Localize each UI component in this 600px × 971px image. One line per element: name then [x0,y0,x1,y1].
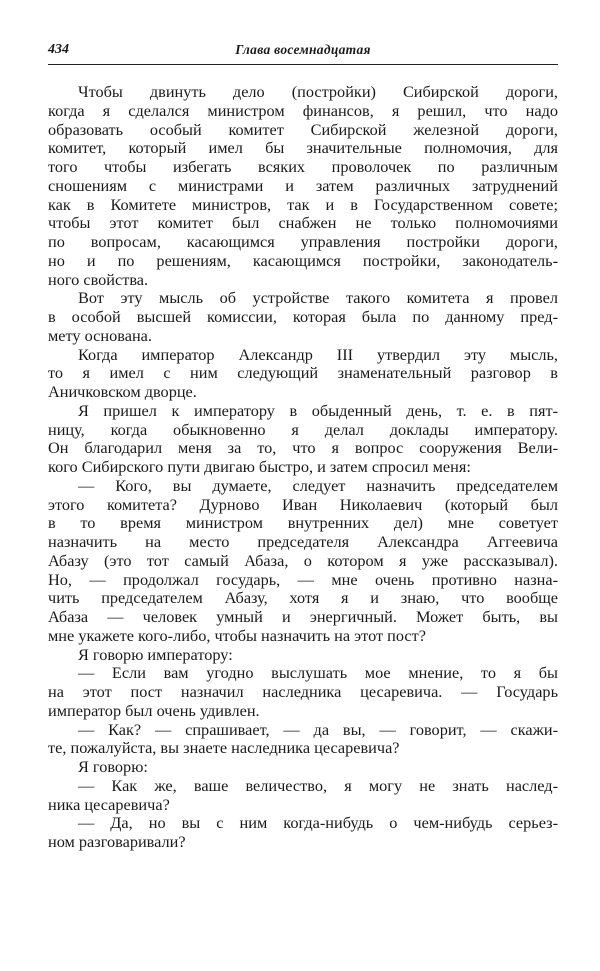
text-line: ника цесаревича? [48,794,170,814]
text-line: Я говорю: [78,757,148,776]
text-line: — Как? — спрашивает, — да вы, — говорит, — скажи- [78,719,558,739]
text-line: ном разговаривали? [48,832,186,851]
text-line: то я имел с ним следующий знаменательный разговор в [48,363,558,383]
text-line: — Как же, ваше величество, я могу не знать наслед- [78,775,558,795]
text-line: Я пришел к императору в обыденный день, т. е. в пят- [78,400,558,420]
page-number: 434 [48,42,69,57]
text-line: на этот пост назначил наследника цесаревича. — Государь [48,682,558,701]
text-line: Он благодарил меня за то, что я вопрос сооружения Вели- [48,438,558,458]
text-line: — Кого, вы думаете, следует назначить председателем [78,475,558,495]
text-line: этого комитета? Дурново Иван Николаевич (который был [48,494,558,514]
paragraph [48,346,558,402]
text-line: чтобы этот комитет был снабжен не только полномочиями [48,213,558,233]
text-line: ного свойства. [48,269,149,289]
text-line: Абазу (это тот самый Абаза, о котором я уже рассказывал). [48,550,558,570]
paragraph [48,758,558,777]
paragraph [48,646,558,665]
paragraph [48,289,558,345]
text-line: Аничковском дворце. [48,382,197,401]
text-line: сношениям с министрами и затем различных затруднений [48,175,558,195]
running-title: Глава восемнадцатая [235,42,371,57]
running-header [48,42,558,65]
text-line: когда я сделался министром финансов, я решил, что надо [48,100,558,120]
paragraph [48,402,558,477]
text-line: Чтобы двинуть дело (постройки) Сибирской дороги, [78,82,558,101]
text-line: но и по решениям, касающимся постройки, законодатель- [48,250,558,270]
text-line: император был очень удивлен. [48,700,260,720]
text-line: того чтобы избегать всяких проволочек по различным [48,157,558,176]
text-line: — Если вам угодно выслушать мое мнение, то я бы [78,663,558,683]
page-body-text [48,83,558,852]
text-line: как в Комитете министров, так и в Государственном совете; [48,194,558,214]
text-line: по вопросам, касающимся управления постройки дороги, [48,232,558,251]
text-line: комитет, который имел бы значительные полномочия, для [48,138,558,158]
text-line: мне укажете кого-либо, чтобы назначить на этот пост? [48,625,427,645]
paragraph [48,664,558,720]
text-line: Я говорю императору: [78,644,233,664]
text-line: Но, — продолжал государь, — мне очень противно назна- [48,569,558,589]
text-line: Когда император Александр III утвердил эту мысль, [78,344,558,364]
paragraph [48,814,558,852]
paragraph [48,721,558,759]
text-line: кого Сибирского пути двигаю быстро, и затем спросил меня: [48,457,471,476]
text-line: образовать особый комитет Сибирской железной дороги, [48,119,558,139]
text-line: ницу, когда обыкновенно я делал доклады императору. [48,419,558,439]
paragraph [48,83,558,289]
paragraph [48,777,558,815]
paragraph [48,477,558,646]
text-line: Вот эту мысль об устройстве такого комитета я провел [78,288,558,308]
text-line: в особой высшей комиссии, которая была по данному пред- [48,307,558,326]
text-line: Абаза — человек умный и энергичный. Может быть, вы [48,607,558,626]
text-line: — Да, но вы с ним когда-нибудь о чем-нибудь серьез- [78,813,558,833]
text-line: чить председателем Абазу, хотя я и знаю, что вообще [48,588,558,608]
text-line: в то время министром внутренних дел) мне советует [48,513,558,533]
text-line: те, пожалуйста, вы знаете наследника цесаревича? [48,738,400,758]
text-line: мету основана. [48,325,152,345]
text-line: назначить на место председателя Александра Аггеевича [48,532,558,551]
